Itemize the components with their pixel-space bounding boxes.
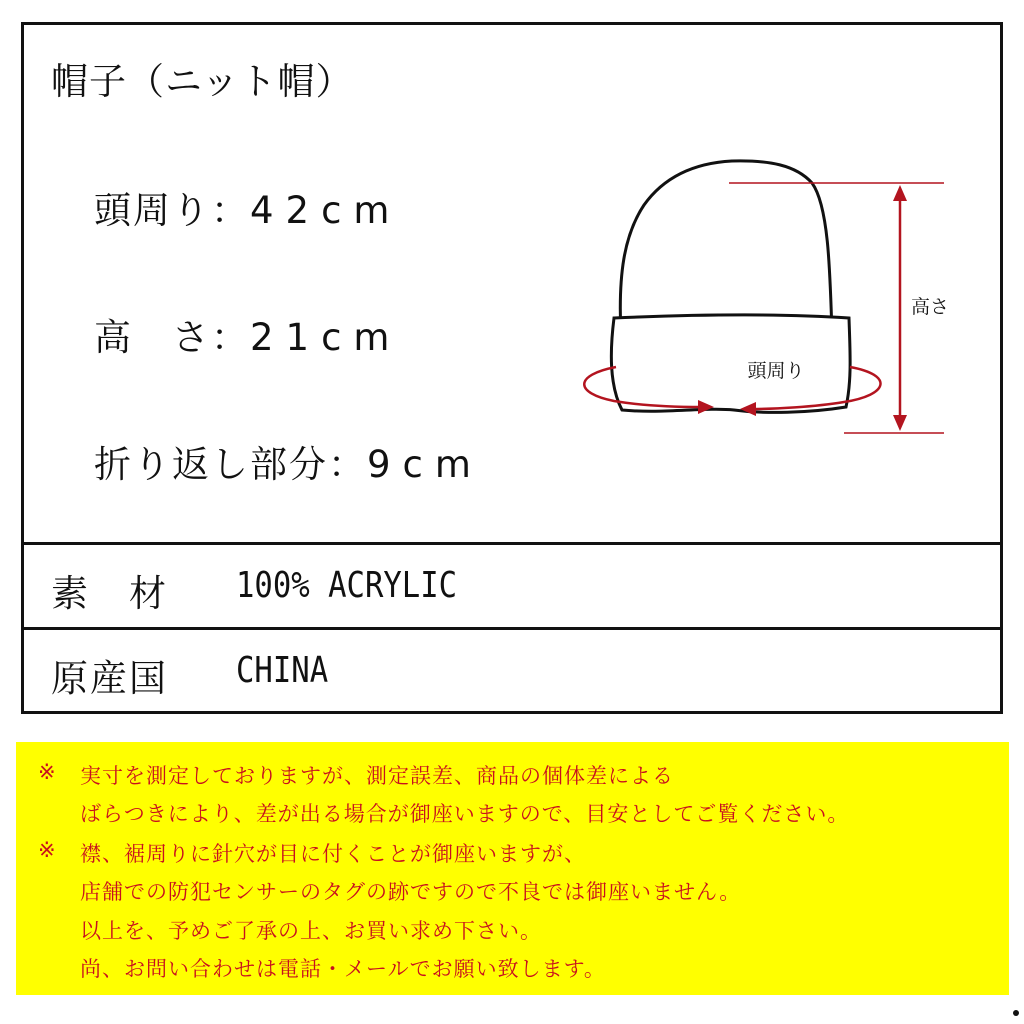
beanie-cuff-outline (611, 315, 850, 412)
note-line: 襟、裾周りに針穴が目に付くことが御座いますが、 (80, 842, 586, 866)
measurement-circumference (94, 180, 401, 234)
beanie-crown-outline (620, 161, 832, 335)
origin-row (24, 630, 1000, 712)
note-line: 以上を、予めご了承の上、お買い求め下さい。 (80, 919, 542, 943)
stray-dot (1013, 1010, 1019, 1016)
note-mark: ※ (38, 760, 57, 784)
measurement-value: 42cm (250, 189, 402, 232)
disclaimer-notes (16, 742, 1009, 995)
measurement-value: 9cm (367, 443, 483, 486)
measurement-height (94, 307, 401, 361)
note-line: ばらつきにより、差が出る場合が御座いますので、目安としてご覧ください。 (80, 802, 850, 826)
note-line: 尚、お問い合わせは電話・メールでお願い致します。 (80, 957, 606, 981)
height-arrow-up-icon (893, 185, 907, 201)
material-value: 100% ACRYLIC (236, 565, 458, 606)
product-spec-box (21, 22, 1003, 714)
origin-label: 原産国 (51, 657, 168, 700)
beanie-diagram (574, 155, 994, 455)
material-label: 素 材 (51, 572, 168, 615)
material-row (24, 545, 1000, 627)
circumference-label: 頭周り (747, 360, 805, 382)
measurement-cuff (94, 434, 483, 488)
note-mark: ※ (38, 838, 57, 862)
height-label: 高さ (910, 296, 950, 318)
measurement-label: 頭周り： (94, 189, 250, 232)
measurement-label: 折り返し部分： (94, 443, 367, 486)
size-panel (24, 25, 1000, 542)
note-line: 店舗での防犯センサーのタグの跡ですので不良では御座いません。 (80, 880, 742, 904)
measurement-label: 高 さ： (94, 316, 250, 359)
height-arrow-down-icon (893, 415, 907, 431)
note-line: 実寸を測定しておりますが、測定誤差、商品の個体差による (80, 764, 674, 788)
measurement-value: 21cm (250, 316, 402, 359)
origin-value: CHINA (236, 650, 329, 691)
product-title: 帽子（ニット帽） (51, 60, 354, 103)
